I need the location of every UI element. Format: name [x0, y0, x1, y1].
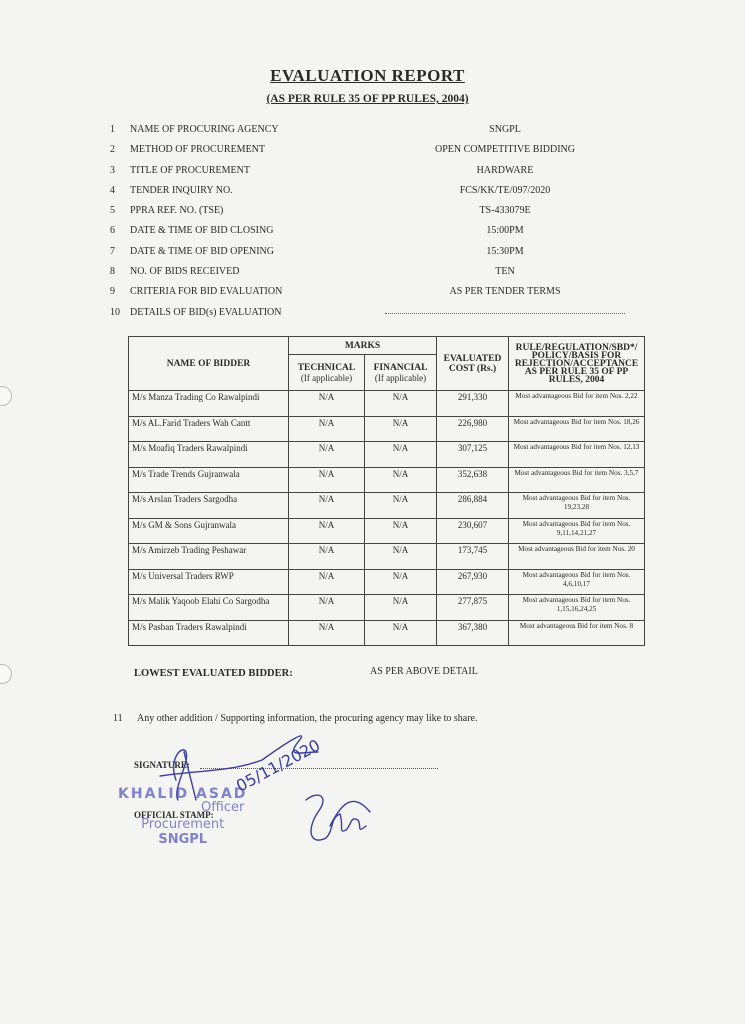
financial-marks: N/A [365, 544, 437, 570]
technical-marks: N/A [289, 467, 365, 493]
official-stamp-label: OFFICIAL STAMP: [134, 810, 214, 820]
stamp-dept: Procurement [141, 817, 225, 832]
evaluated-cost: 226,980 [437, 416, 509, 442]
bidder-name: M/s GM & Sons Gujranwala [129, 518, 289, 544]
detail-label: CRITERIA FOR BID EVALUATION [130, 286, 283, 298]
bidder-name: M/s Manza Trading Co Rawalpindi [129, 391, 289, 417]
header-evaluated-cost: EVALUATED COST (Rs.) [437, 337, 509, 391]
header-rule-basis: RULE/REGULATION/SBD*/ POLICY/BASIS FOR REJECTION/ACCEPTANCE AS PER RULE 35 OF PP RULES, 2004 [509, 337, 645, 391]
page-subtitle: (AS PER RULE 35 OF PP RULES, 2004) [266, 93, 469, 105]
acceptance-basis: Most advantageous Bid for item Nos. 3,5,7 [509, 467, 645, 493]
acceptance-basis: Most advantageous Bid for item Nos. 12,13 [509, 442, 645, 468]
stamp-org: SNGPL [158, 832, 208, 847]
detail-value: TEN [495, 266, 515, 278]
acceptance-basis: Most advantageous Bid for item Nos. 2,22 [509, 391, 645, 417]
acceptance-basis: Most advantageous Bid for item Nos. 1,15,16,24,25 [509, 595, 645, 621]
bidder-name: M/s Pasban Traders Rawalpindi [129, 620, 289, 646]
financial-marks: N/A [365, 391, 437, 417]
header-bidder-name: NAME OF BIDDER [129, 337, 289, 391]
detail-label: DATE & TIME OF BID OPENING [130, 245, 274, 257]
bidder-name: M/s AL.Farid Traders Wah Cantt [129, 416, 289, 442]
financial-marks: N/A [365, 620, 437, 646]
acceptance-basis: Most advantageous Bid for item Nos. 18,26 [509, 416, 645, 442]
detail-value: OPEN COMPETITIVE BIDDING [435, 144, 575, 156]
bidder-name: M/s Moafiq Traders Rawalpindi [129, 442, 289, 468]
stamp-title: Officer [201, 800, 245, 815]
evaluated-cost: 291,330 [437, 391, 509, 417]
detail-number: 8 [110, 266, 115, 278]
financial-marks: N/A [365, 493, 437, 519]
financial-marks: N/A [365, 416, 437, 442]
handwritten-date: 05/11/2020 [232, 735, 324, 796]
header-marks: MARKS [289, 337, 437, 355]
detail-value: HARDWARE [476, 164, 534, 176]
supporting-info-number: 11 [113, 713, 123, 724]
detail-label: TITLE OF PROCUREMENT [130, 164, 250, 176]
signature-label: SIGNATURE: [134, 760, 190, 770]
financial-marks: N/A [365, 442, 437, 468]
detail-label: TENDER INQUIRY NO. [130, 184, 233, 196]
page-title: EVALUATION REPORT [270, 66, 465, 85]
bidder-name: M/s Amirzeb Trading Peshawar [129, 544, 289, 570]
detail-number: 3 [110, 164, 115, 176]
acceptance-basis: Most advantageous Bid for item Nos. 9,11,14,21,27 [509, 518, 645, 544]
detail-value: 15:00PM [486, 225, 524, 237]
bidder-name: M/s Malik Yaqoob Elahi Co Sargodha [129, 595, 289, 621]
header-financial: FINANCIAL (If applicable) [365, 355, 437, 391]
technical-marks: N/A [289, 569, 365, 595]
financial-marks: N/A [365, 518, 437, 544]
technical-marks: N/A [289, 595, 365, 621]
stamp-name: KHALID ASAD [118, 786, 248, 802]
detail-value: 15:30PM [486, 245, 524, 257]
acceptance-basis: Most advantageous Bid for item Nos. 19,23,28 [509, 493, 645, 519]
technical-marks: N/A [289, 620, 365, 646]
detail-label: DATE & TIME OF BID CLOSING [130, 225, 274, 237]
technical-marks: N/A [289, 442, 365, 468]
technical-marks: N/A [289, 416, 365, 442]
detail-number: 2 [110, 144, 115, 156]
technical-marks: N/A [289, 493, 365, 519]
bidder-name: M/s Trade Trends Gujranwala [129, 467, 289, 493]
lowest-bidder-label: LOWEST EVALUATED BIDDER: [134, 668, 293, 679]
detail-value: FCS/KK/TE/097/2020 [459, 184, 551, 196]
detail-number: 6 [110, 225, 115, 237]
financial-marks: N/A [365, 569, 437, 595]
detail-number: 10 [110, 306, 120, 318]
detail-number: 5 [110, 205, 115, 217]
detail-value: TS-433079E [479, 205, 531, 217]
evaluated-cost: 277,875 [437, 595, 509, 621]
technical-marks: N/A [289, 544, 365, 570]
detail-label: NAME OF PROCURING AGENCY [130, 124, 279, 135]
evaluated-cost: 230,607 [437, 518, 509, 544]
detail-number: 9 [110, 286, 115, 298]
evaluated-cost: 267,930 [437, 569, 509, 595]
detail-label: METHOD OF PROCUREMENT [130, 144, 266, 156]
detail-value: SNGPL [489, 124, 521, 135]
financial-marks: N/A [365, 467, 437, 493]
acceptance-basis: Most advantageous Bid for item Nos. 4,6,10,17 [509, 569, 645, 595]
lowest-bidder-value: AS PER ABOVE DETAIL [370, 666, 478, 677]
bidder-name: M/s Arslan Traders Sargodha [129, 493, 289, 519]
evaluated-cost: 352,638 [437, 467, 509, 493]
header-technical: TECHNICAL (If applicable) [289, 355, 365, 391]
detail-number: 4 [110, 184, 115, 196]
detail-number: 1 [110, 124, 115, 135]
technical-marks: N/A [289, 518, 365, 544]
evaluated-cost: 367,380 [437, 620, 509, 646]
evaluated-cost: 286,884 [437, 493, 509, 519]
financial-marks: N/A [365, 595, 437, 621]
technical-marks: N/A [289, 391, 365, 417]
acceptance-basis: Most advantageous Bid for item Nos. 8 [509, 620, 645, 646]
acceptance-basis: Most advantageous Bid for item Nos. 20 [509, 544, 645, 570]
detail-label: NO. OF BIDS RECEIVED [130, 266, 240, 278]
bidder-name: M/s Universal Traders RWP [129, 569, 289, 595]
second-signature [306, 795, 370, 840]
evaluated-cost: 173,745 [437, 544, 509, 570]
supporting-info-text: Any other addition / Supporting information, the procuring agency may like to share. [137, 713, 478, 724]
detail-label: DETAILS OF BID(s) EVALUATION [130, 306, 282, 318]
detail-number: 7 [110, 245, 115, 257]
evaluated-cost: 307,125 [437, 442, 509, 468]
detail-label: PPRA REF. NO. (TSE) [130, 205, 224, 217]
detail-value: AS PER TENDER TERMS [449, 286, 561, 298]
